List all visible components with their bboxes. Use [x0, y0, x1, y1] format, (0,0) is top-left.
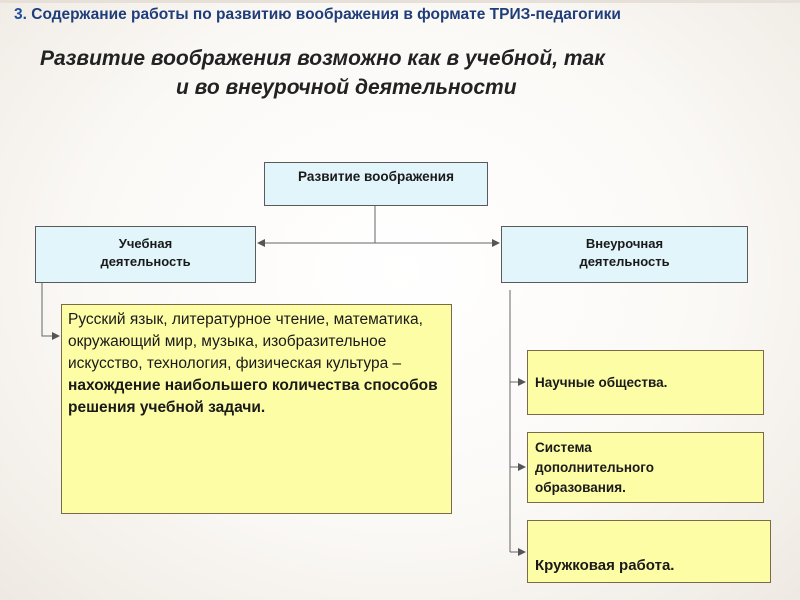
subjects-node — [61, 304, 452, 514]
item-additional-education — [527, 432, 764, 503]
item-scientific-societies — [527, 350, 764, 415]
subjects-text: Русский язык, литературное чтение, математика, окружающий мир, музыка, изобразительное искусство, технология, физическая культура – — [68, 311, 423, 372]
learning-activity-node — [35, 226, 256, 283]
item-3-label: Кружковая работа. — [535, 557, 675, 574]
extracurricular-label-line-1: Внеурочная — [585, 236, 664, 251]
item-1-label: Научные общества. — [535, 375, 668, 390]
item-2-line-2: дополнительного — [535, 459, 654, 475]
item-2-line-1: Система — [535, 439, 592, 455]
subtitle-line-2: и во внеурочной деятельности — [176, 76, 517, 99]
root-label: Развитие воображения — [298, 169, 454, 184]
arrow-to-subjects — [42, 283, 59, 336]
extracurricular-activity-node — [501, 226, 748, 283]
learning-label-line-2: деятельность — [100, 254, 191, 269]
subjects-goal-text: нахождение наибольшего количества способов решения учебной задачи. — [68, 377, 438, 416]
header-number: 3. — [14, 6, 27, 23]
extracurricular-label-line-2: деятельность — [579, 254, 670, 269]
root-node — [264, 162, 488, 206]
item-club-work — [527, 520, 771, 583]
item-2-line-3: образования. — [535, 479, 626, 495]
learning-label-line-1: Учебная — [118, 236, 173, 251]
subtitle-line-1: Развитие воображения возможно как в учебной, так — [40, 47, 605, 70]
header-title: Содержание работы по развитию воображения в формате ТРИЗ-педагогики — [31, 6, 621, 23]
